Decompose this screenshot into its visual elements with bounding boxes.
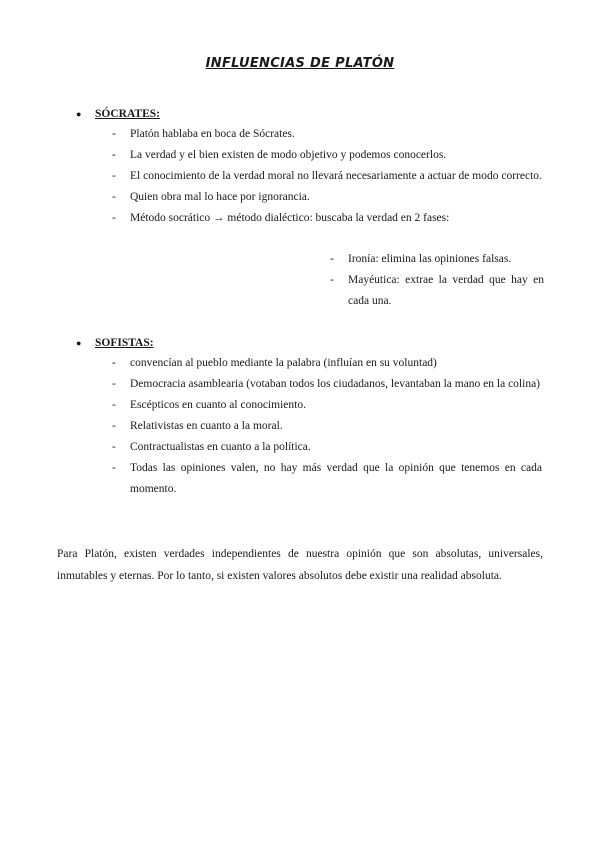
sub-item-list (330, 249, 544, 312)
section-item-list (112, 353, 542, 500)
section-item-list (112, 124, 542, 229)
list-item: - Contractualistas en cuanto a la política. (112, 437, 542, 458)
dash-icon: - (330, 253, 334, 265)
list-item: - Quien obra mal lo hace por ignorancia. (112, 187, 542, 208)
conclusion-paragraph: Para Platón, existen verdades independientes de nuestra opinión que son absolutas, universales, inmutables y eternas. Por lo tanto, si existen valores absolutos debe existir una realidad absoluta. (57, 548, 543, 582)
page-title: INFLUENCIAS DE PLATÓN (205, 56, 395, 71)
dash-icon: - (112, 357, 116, 369)
dash-icon: - (112, 462, 116, 474)
list-item: - El conocimiento de la verdad moral no llevará necesariamente a actuar de modo correcto. (112, 166, 542, 187)
list-item: - Método socrático → método dialéctico: buscaba la verdad en 2 fases: (112, 208, 542, 229)
section-heading-label: SÓCRATES: (95, 108, 160, 120)
dash-icon: - (112, 128, 116, 140)
list-item: - convencían al pueblo mediante la palabra (influían en su voluntad) (112, 353, 542, 374)
dash-icon: - (112, 212, 116, 224)
bullet-icon: ● (76, 109, 82, 119)
dash-icon: - (112, 170, 116, 182)
bullet-icon: ● (76, 338, 82, 348)
dash-icon: - (112, 191, 116, 203)
dash-icon: - (112, 420, 116, 432)
dash-icon: - (112, 378, 116, 390)
dash-icon: - (330, 274, 334, 286)
list-item: - Escépticos en cuanto al conocimiento. (112, 395, 542, 416)
dash-icon: - (112, 149, 116, 161)
sub-list-item: - Ironía: elimina las opiniones falsas. (330, 249, 544, 270)
list-item: - Relativistas en cuanto a la moral. (112, 416, 542, 437)
dash-icon: - (112, 441, 116, 453)
section-heading-label: SOFISTAS: (95, 337, 154, 349)
sub-list-item: - Mayéutica: extrae la verdad que hay en cada una. (330, 270, 544, 312)
list-item: - Todas las opiniones valen, no hay más verdad que la opinión que tenemos en cada momento. (112, 458, 542, 500)
list-item: - Democracia asamblearia (votaban todos los ciudadanos, levantaban la mano en la colina) (112, 374, 542, 395)
dash-icon: - (112, 399, 116, 411)
list-item: - La verdad y el bien existen de modo objetivo y podemos conocerlos. (112, 145, 542, 166)
list-item: - Platón hablaba en boca de Sócrates. (112, 124, 542, 145)
